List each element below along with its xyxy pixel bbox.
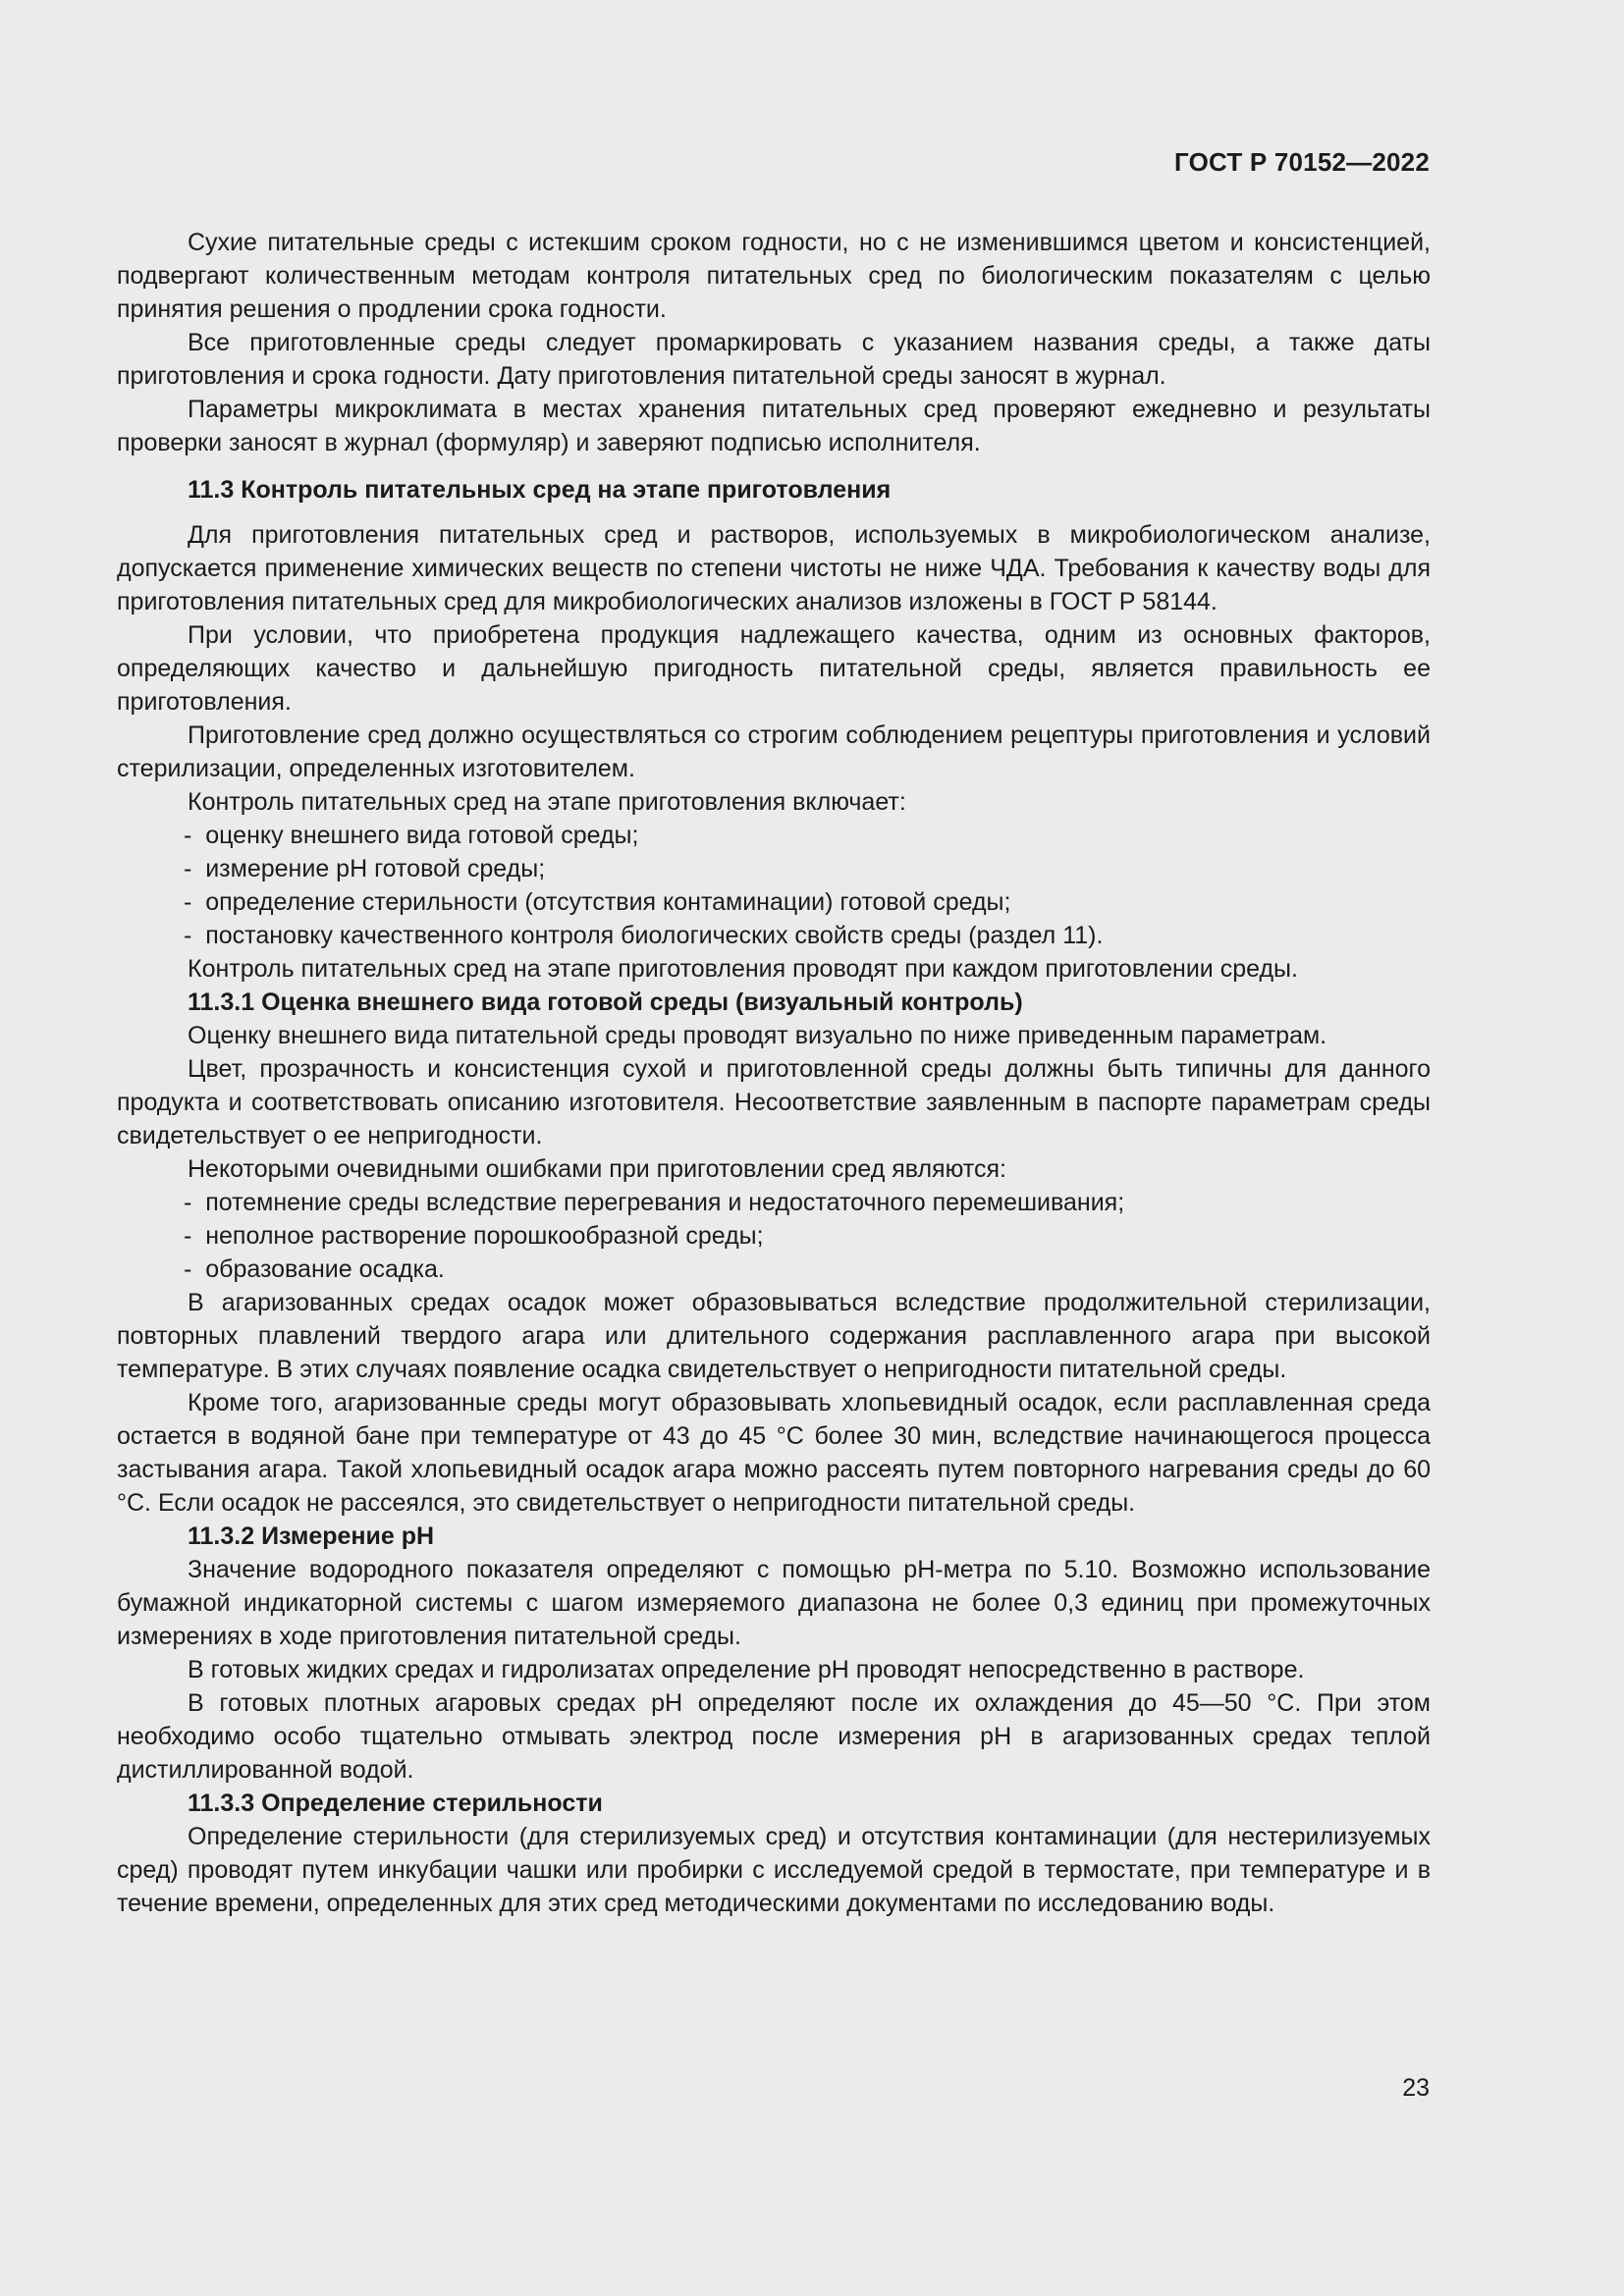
paragraph: В готовых жидких средах и гидролизатах определение pH проводят непосредственно в растворе. [188, 1656, 1305, 1683]
list-item: - образование осадка. [117, 1253, 1431, 1286]
paragraph: Сухие питательные среды с истекшим сроком годности, но с не изменившимся цветом и консистенцией, подвергают количественным методам контроля питательных сред по биологическим показателям с целью принятия решения о продлении срока годности. [117, 229, 1431, 323]
paragraph: В готовых плотных агаровых средах pH определяют после их охлаждения до 45—50 °С. При этом необходимо особо тщательно отмывать электрод после измерения pH в агаризованных средах теплой дистиллированной водой. [117, 1689, 1431, 1784]
list-item: - неполное растворение порошкообразной среды; [117, 1219, 1431, 1253]
paragraph: Контроль питательных сред на этапе приготовления проводят при каждом приготовлении среды. [188, 955, 1298, 983]
body-text [117, 226, 1431, 1920]
paragraph: Некоторыми очевидными ошибками при приготовлении сред являются: [188, 1155, 1006, 1183]
standard-number: ГОСТ Р 70152—2022 [1174, 147, 1430, 177]
list-item: - оценку внешнего вида готовой среды; [117, 819, 1431, 852]
paragraph: Цвет, прозрачность и консистенция сухой и приготовленной среды должны быть типичны для данного продукта и соответствовать описанию изготовителя. Несоответствие заявленным в паспорте параметрам среды свидетельствует о ее непригодности. [117, 1055, 1431, 1149]
paragraph: Контроль питательных сред на этапе приготовления включает: [188, 788, 906, 816]
paragraph: Приготовление сред должно осуществляться со строгим соблюдением рецептуры приготовления и условий стерилизации, определенных изготовителем. [117, 721, 1431, 782]
paragraph: Кроме того, агаризованные среды могут образовывать хлопьевидный осадок, если расплавленная среда остается в водяной бане при температуре от 43 до 45 °С более 30 мин, вследствие начинающегося процесса застывания агара. Такой хлопьевидный осадок агара можно рассеять путем повторного нагревания среды до 60 °С. Если осадок не рассеялся, это свидетельствует о непригодности питательной среды. [117, 1389, 1431, 1517]
list-item: - определение стерильности (отсутствия контаминации) готовой среды; [117, 885, 1431, 919]
paragraph: В агаризованных средах осадок может образовываться вследствие продолжительной стерилизации, повторных плавлений твердого агара или длительного содержания расплавленного агара при высокой температуре. В этих случаях появление осадка свидетельствует о непригодности питательной среды. [117, 1289, 1431, 1383]
section-heading-11-3-3: 11.3.3 Определение стерильности [188, 1789, 603, 1817]
paragraph: Параметры микроклимата в местах хранения питательных сред проверяют ежедневно и результаты проверки заносят в журнал (формуляр) и заверяют подписью исполнителя. [117, 396, 1431, 456]
paragraph: Все приготовленные среды следует промаркировать с указанием названия среды, а также даты приготовления и срока годности. Дату приготовления питательной среды заносят в журнал. [117, 329, 1431, 390]
section-heading-11-3: 11.3 Контроль питательных сред на этапе приготовления [188, 476, 892, 504]
paragraph: При условии, что приобретена продукция надлежащего качества, одним из основных факторов, определяющих качество и дальнейшую пригодность питательной среды, является правильность ее приготовления. [117, 621, 1431, 716]
list-item: - потемнение среды вследствие перегревания и недостаточного перемешивания; [117, 1186, 1431, 1219]
page-number: 23 [1402, 2074, 1430, 2102]
section-heading-11-3-2: 11.3.2 Измерение pH [188, 1522, 435, 1550]
list-item: - постановку качественного контроля биологических свойств среды (раздел 11). [117, 919, 1431, 952]
paragraph: Для приготовления питательных сред и растворов, используемых в микробиологическом анализе, допускается применение химических веществ по степени чистоты не ниже ЧДА. Требования к качеству воды для приготовления питательных сред для микробиологических анализов изложены в ГОСТ Р 58144. [117, 521, 1431, 615]
paragraph: Определение стерильности (для стерилизуемых сред) и отсутствия контаминации (для нестерилизуемых сред) проводят путем инкубации чашки или пробирки с исследуемой средой в термостате, при температуре и в течение времени, определенных для этих сред методическими документами по исследованию воды. [117, 1823, 1431, 1917]
list-item: - измерение pH готовой среды; [117, 852, 1431, 885]
paragraph: Значение водородного показателя определяют с помощью pH-метра по 5.10. Возможно использование бумажной индикаторной системы с шагом измеряемого диапазона не более 0,3 единиц при промежуточных измерениях в ходе приготовления питательной среды. [117, 1556, 1431, 1650]
paragraph: Оценку внешнего вида питательной среды проводят визуально по ниже приведенным параметрам. [188, 1022, 1327, 1049]
section-heading-11-3-1: 11.3.1 Оценка внешнего вида готовой среды (визуальный контроль) [188, 988, 1023, 1016]
